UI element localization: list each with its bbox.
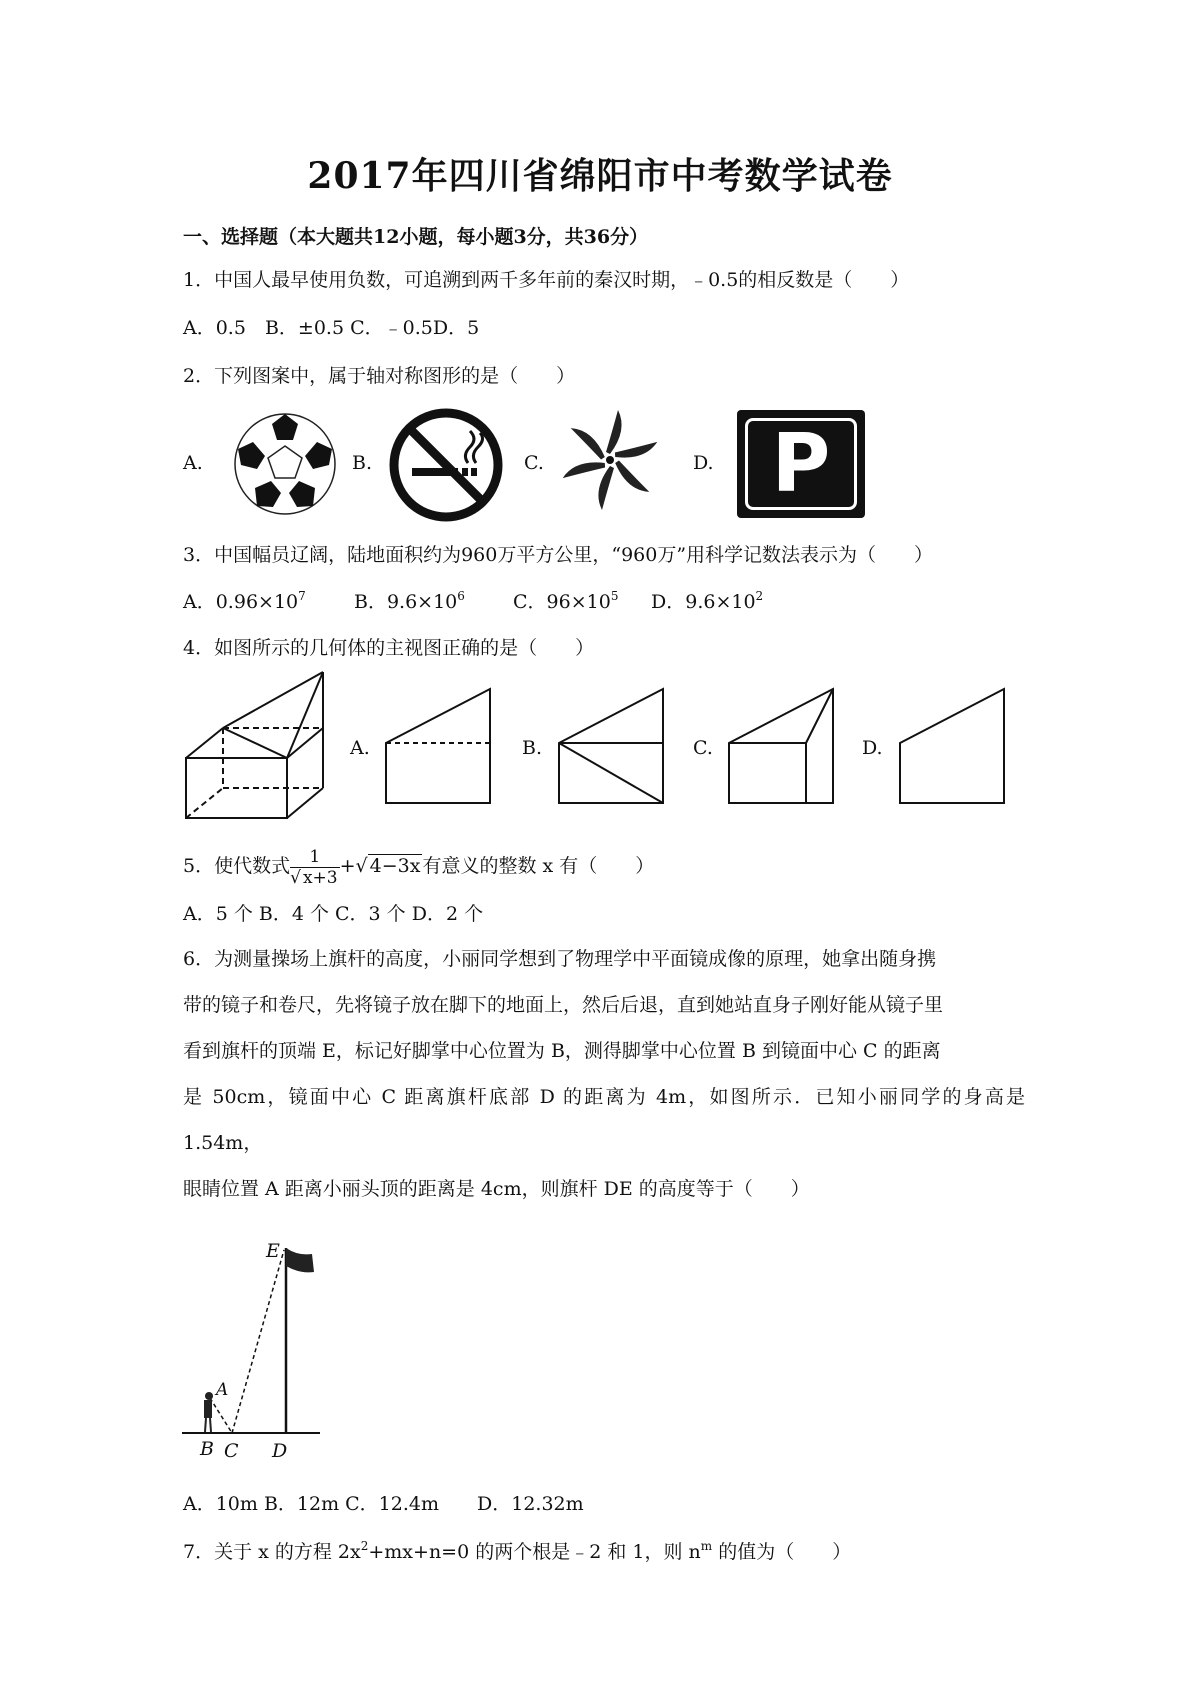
- q4-label-b: B.: [522, 737, 543, 759]
- no-smoking-sign-icon: [386, 405, 506, 525]
- parking-letter: P: [771, 417, 831, 510]
- question-7-stem: 7．关于 x 的方程 $2x^2+mx+n=0$ 的两个根是﹣2 和 1，则 $n^m$ 的值为（ ）: [183, 1539, 852, 1563]
- question-1-options: A．0.5 B．±0.5 C．﹣0.5D．5: [183, 317, 480, 339]
- question-6-text: 6．为测量操场上旗杆的高度，小丽同学想到了物理学中平面镜成像的原理，她拿出随身携 带的镜子和卷尺，先将镜子放在脚下的地面上，然后后退，直到她站直身子刚好能从镜子里 看到旗杆的顶端 E，标记好脚掌中心位置为 B，测得脚掌中心位置 B 到镜面中心 C 的距离 是 50cm，镜面中心 C 距离旗杆底部 D 的距离为 4m，如图所示．已知小丽同学的身高是 1.54m， 眼睛位置 A 距离小丽头顶的距离是 4cm，则旗杆 DE 的高度等于（ ）: [183, 948, 1025, 1200]
- question-5-stem: 5．使代数式 $\frac{1}{√ x+3}$ +√ 4−3x 有意义的整数 x 有（ ）: [183, 846, 655, 888]
- view-option-a: [383, 686, 493, 806]
- q4-label-d: D.: [862, 737, 883, 759]
- page-title: 2017年四川省绵阳市中考数学试卷: [307, 155, 893, 197]
- section-heading: 一、选择题（本大题共12小题，每小题3分，共36分）: [183, 226, 649, 248]
- q2-label-d: D.: [693, 452, 714, 474]
- q4-label-a: A.: [350, 737, 370, 759]
- question-2-stem: 2．下列图案中，属于轴对称图形的是（ ）: [183, 365, 576, 387]
- view-option-c: [726, 686, 836, 806]
- q3-option-c: C．$96\times 10^5$: [513, 589, 619, 613]
- view-option-b: [556, 686, 666, 806]
- q2-label-a: A.: [183, 452, 203, 474]
- question-5-options: A．5 个 B．4 个 C．3 个 D．2 个: [183, 903, 484, 925]
- point-label-b: B: [200, 1438, 214, 1460]
- q3-option-b: B．$9.6\times 10^6$: [354, 589, 465, 613]
- parking-sign-icon: [737, 410, 865, 518]
- q2-label-c: C.: [524, 452, 544, 474]
- q4-label-c: C.: [693, 737, 713, 759]
- question-6-options: A．10m B．12m C．12.4m D．12.32m: [183, 1493, 584, 1515]
- flower-pattern-icon: [225, 404, 345, 524]
- q2-label-b: B.: [352, 452, 373, 474]
- point-label-d: D: [272, 1440, 288, 1462]
- q3-option-a: A．$0.96\times 10^7$: [183, 589, 306, 613]
- question-1-stem: 1．中国人最早使用负数，可追溯到两千多年前的秦汉时期，﹣0.5的相反数是（ ）: [183, 269, 910, 291]
- fraction-expression: $\frac{1}{√ x+3}$: [290, 846, 338, 888]
- question-3-stem: 3．中国幅员辽阔，陆地面积约为960万平方公里，“960万”用科学记数法表示为（ ）: [183, 544, 934, 566]
- solid-figure: [183, 670, 333, 820]
- flagpole-diagram: [180, 1228, 350, 1468]
- point-label-c: C: [224, 1440, 239, 1462]
- point-label-a: A: [216, 1380, 229, 1400]
- question-4-stem: 4．如图所示的几何体的主视图正确的是（ ）: [183, 637, 595, 659]
- q3-option-d: D．$9.6\times 10^2$: [651, 589, 764, 613]
- point-label-e: E: [266, 1240, 280, 1262]
- view-option-d: [897, 686, 1007, 806]
- pinwheel-pattern-icon: [555, 405, 665, 515]
